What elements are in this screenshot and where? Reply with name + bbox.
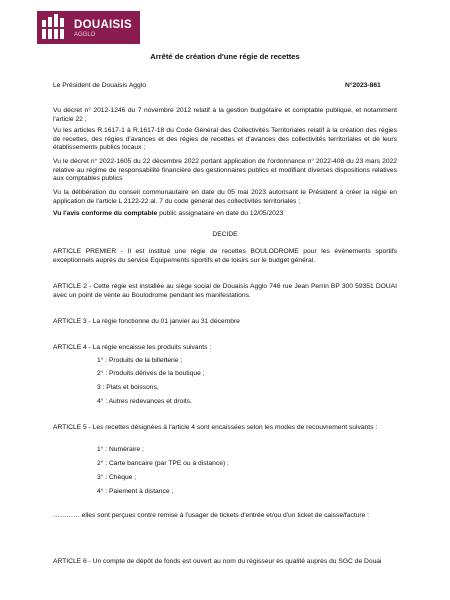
- logo-brand-text: DOUAISIS: [74, 19, 132, 31]
- article-5-item: 3° : Chèque ;: [97, 474, 137, 481]
- vu-paragraph-1: Vu décret n° 2012-1246 du 7 novembre 2012 relatif à la gestion budgétaire et comptable publique, et notamment l'article 22 ;: [53, 107, 397, 123]
- logo-sub-text: AGGLO: [74, 32, 96, 38]
- article-4-item: 3 : Plats et boissons,: [97, 384, 159, 391]
- decide-heading: DECIDE: [212, 231, 238, 238]
- article-5-item: 2° : Carte bancaire (par TPE ou à distance) ;: [97, 460, 229, 467]
- douaisis-agglo-logo: [37, 11, 140, 44]
- article-5-intro: ARTICLE 5 - Les recettes désignées à l'article 4 sont encaissées selon les modes de recouvrement suivants :: [53, 424, 378, 431]
- article-1: ARTICLE PREMIER - Il est institué une régie de recettes BOULODROME pour les évènements sportifs exceptionnels auprès du service Equipements sportifs et de loisirs sur le budget général.: [53, 248, 397, 264]
- vu-paragraph-3: Vu le décret n° 2022-1605 du 22 décembre 2022 portant application de l'ordonnance n° 2022-408 du 23 mars 2022 relative au régime de responsabilité financière des gestionnaires publics et modifiant diverses dispositions relatives aux comptables publics: [53, 158, 397, 183]
- article-5-item: 1° : Numéraire ;: [97, 446, 144, 453]
- article-4-item: 2° : Produits dérivés de la boutique ;: [97, 370, 205, 377]
- document-title: Arrêté de création d'une régie de recettes: [150, 52, 300, 61]
- decree-number: N°2023-861: [345, 82, 381, 89]
- article-4-intro: ARTICLE 4 - La régie encaisse les produits suivants :: [53, 344, 212, 351]
- vu-paragraph-4: Vu la délibération du conseil communautaire en date du 05 mai 2023 autorisant le Président à créer la régie en application de l'article L 2122-22 al. 7 du code général des collectivités territoriales ;: [53, 189, 397, 205]
- vu-avis-paragraph: [53, 210, 397, 219]
- issuer-line: Le Président de Douaisis Agglo: [53, 82, 146, 89]
- vu-paragraph-2: Vu les articles R.1617-1 à R.1617-18 du Code Général des Collectivités Territoriales relatif à la création des régies de recettes, des régies d'avances et des régies de recettes et d'avances des collectivités territoriales et de leurs établissements publics locaux ;: [53, 127, 397, 152]
- article-5-item: 4° : Paiement à distance ;: [97, 488, 174, 495]
- article-2: ARTICLE 2 - Cette régie est installée au siège social de Douaisis Agglo 746 rue Jean Perrin BP 300 59351 DOUAI avec un point de vente au Boulodrome pendant les manifestations.: [53, 283, 397, 299]
- vu-avis-rest: public assignataire en date du 12/05/2023: [157, 210, 284, 217]
- article-4-item: 1° : Produits de la billetterie ;: [97, 357, 183, 364]
- article-6: ARTICLE 6 - Un compte de dépôt de fonds est ouvert au nom du régisseur ès qualité auprès du SGC de Douai: [53, 558, 382, 565]
- logo-emblem-icon: [40, 14, 70, 41]
- article-5-note: ………… elles sont perçues contre remise à l'usager de tickets d'entrée et/ou d'un ticket de caisse/facture :: [53, 512, 370, 519]
- vu-avis-bold: Vu l'avis conforme du comptable: [53, 210, 158, 217]
- article-4-item: 4° : Autres redevances et droits.: [97, 398, 192, 405]
- article-3: ARTICLE 3 - La régie fonctionne du 01 janvier au 31 décembre: [53, 318, 240, 325]
